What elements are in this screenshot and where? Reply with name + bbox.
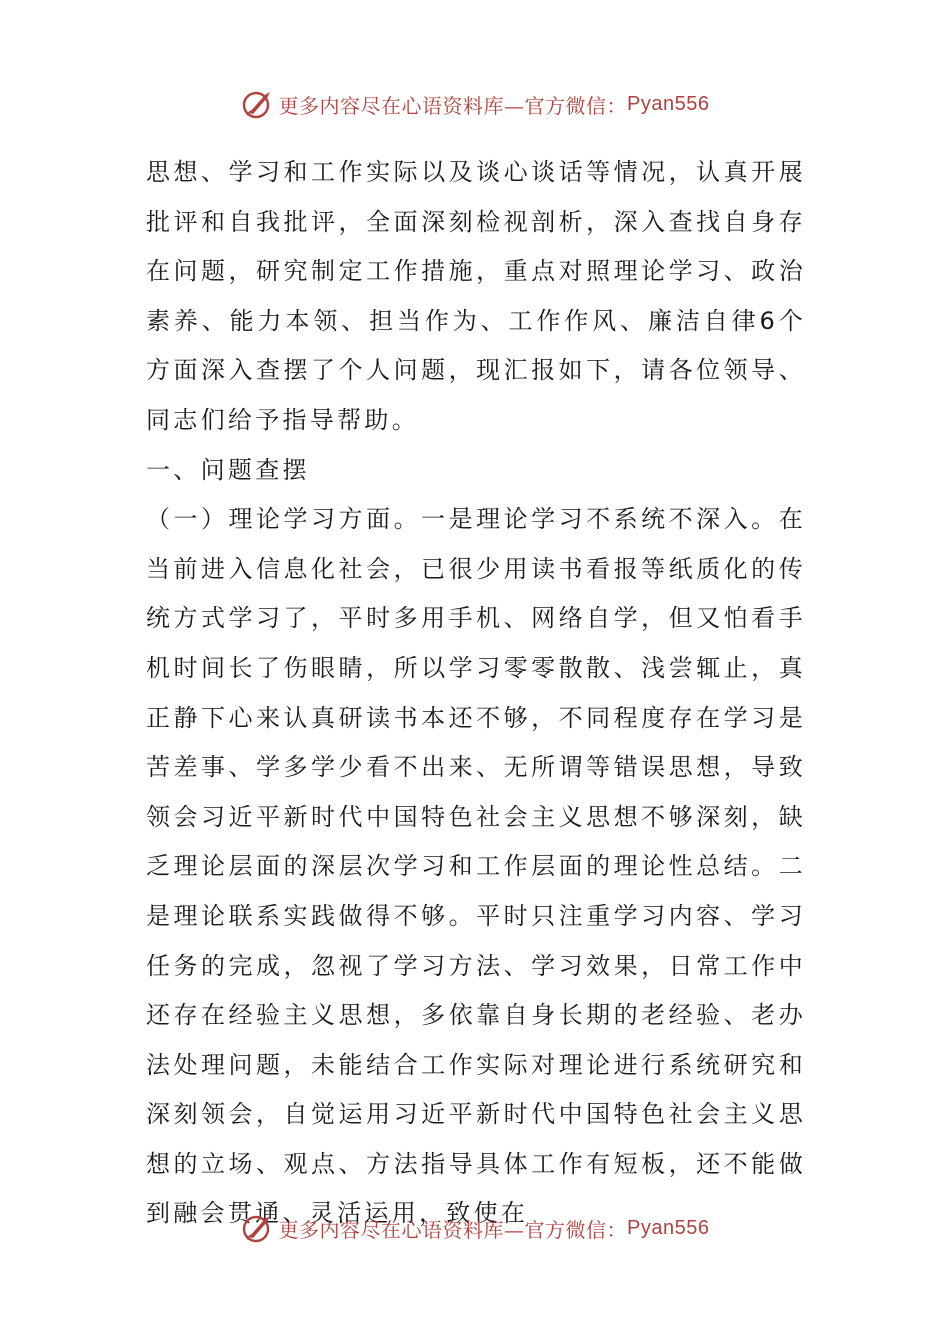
section-heading: 一、问题查摆 [146,455,310,484]
watermark-wechat-handle: Pyan556 [627,92,710,115]
intro-paragraph: 思想、学习和工作实际以及谈心谈话等情况，认真开展批评和自我批评，全面深刻检视剖析，深入查找自身存在问题，研究制定工作措施，重点对照理论学习、政治素养、能力本领、担当作为、工作作风、廉洁自律6个方面深入查摆了个人问题，现汇报如下，请各位领导、同志们给予指导帮助。 [146,158,806,434]
watermark-text: 更多内容尽在心语资料库—官方微信： [278,93,628,118]
footer-watermark [0,1210,950,1246]
watermark-text: 更多内容尽在心语资料库—官方微信： [278,1217,628,1242]
watermark-wechat-handle: Pyan556 [627,1216,710,1239]
document-body [146,148,806,1239]
header-watermark [0,86,950,122]
pen-logo-icon [241,1211,275,1245]
section-paragraph: （一）理论学习方面。一是理论学习不系统不深入。在当前进入信息化社会，已很少用读书看报等纸质化的传统方式学习了，平时多用手机、网络自学，但又怕看手机时间长了伤眼睛，所以学习零零散散、浅尝辄止，真正静下心来认真研读书本还不够，不同程度存在学习是苦差事、学多学少看不出来、无所谓等错误思想，导致领会习近平新时代中国特色社会主义思想不够深刻，缺乏理论层面的深层次学习和工作层面的理论性总结。二是理论联系实践做得不够。平时只注重学习内容、学习任务的完成，忽视了学习方法、学习效果，日常工作中还存在经验主义思想，多依靠自身长期的老经验、老办法处理问题，未能结合工作实际对理论进行系统研究和深刻领会，自觉运用习近平新时代中国特色社会主义思想的立场、观点、方法指导具体工作有短板，还不能做到融会贯通、灵活运用，致使在 [146,505,806,1228]
pen-logo-icon [241,87,275,121]
